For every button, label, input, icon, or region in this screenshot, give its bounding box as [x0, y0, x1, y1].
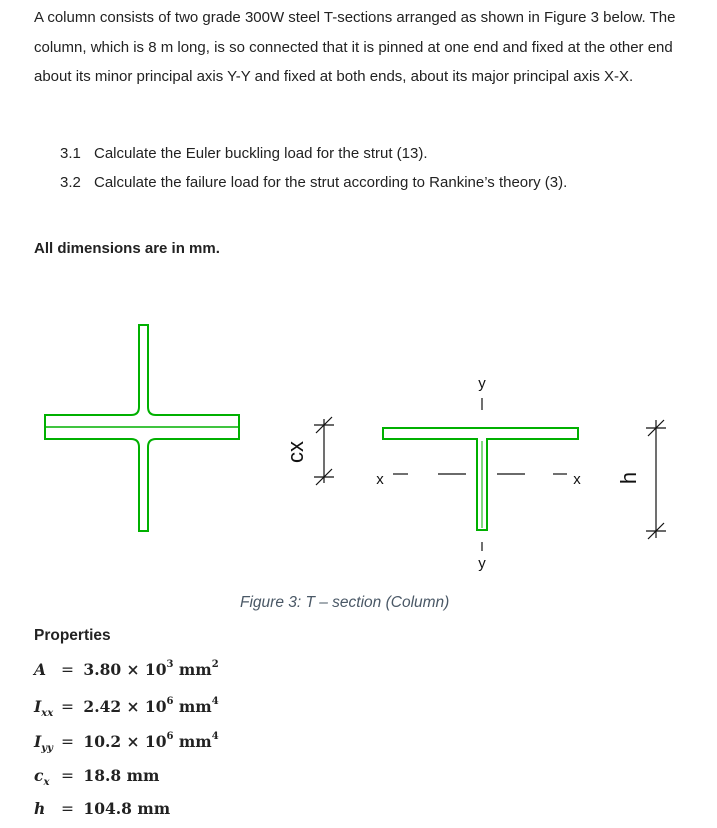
y-axis-label-bottom: y [478, 555, 486, 572]
cross-section-drawing [45, 325, 239, 531]
principal-axes [393, 398, 567, 551]
question-number: 3.2 [60, 174, 81, 191]
dimensions-note: All dimensions are in mm. [34, 240, 220, 257]
properties-title: Properties [34, 627, 111, 644]
cross-section-outline [45, 325, 239, 531]
question-number: 3.1 [60, 145, 81, 162]
x-axis-label-right: x [573, 471, 581, 488]
t-section-drawing [383, 428, 578, 530]
figure-caption: Figure 3: T – section (Column) [240, 594, 450, 611]
question-3-2 [60, 168, 700, 197]
cx-dimension-line [314, 417, 334, 485]
cx-label: cx [283, 441, 308, 463]
property-ixx: $I_{xx} = 2.42 \times 10^6$ $mm^4$ [34, 696, 219, 720]
y-axis-label-top: y [478, 375, 486, 392]
property-h: h = 104.8 mm [34, 799, 171, 818]
problem-statement: A column consists of two grade 300W steel T-sections arranged as shown in Figure 3 below. The column, which is 8 m long, is so connected that it is pinned at one end and fixed at the other end about its minor principal axis Y-Y and fixed at both ends, about its major principal axis X-X. [34, 9, 676, 85]
property-area: $A = 3.80 \times 10^3$ $mm^2$ [34, 659, 219, 679]
property-iyy: $I_{yy} = 10.2 \times 10^6$ $mm^4$ [34, 731, 219, 755]
h-dimension-line [646, 420, 666, 539]
question-text: Calculate the Euler buckling load for the strut (13). [94, 145, 428, 162]
question-text: Calculate the failure load for the strut according to Rankine’s theory (3). [94, 174, 568, 191]
question-3-1 [60, 139, 700, 168]
t-section-outline [383, 428, 578, 530]
x-axis-label-left: x [376, 471, 384, 488]
question-list [60, 139, 700, 197]
property-cx: $c_x = 18.8$ mm [34, 766, 160, 789]
t-section-figure [0, 300, 717, 590]
h-label: h [616, 471, 641, 485]
